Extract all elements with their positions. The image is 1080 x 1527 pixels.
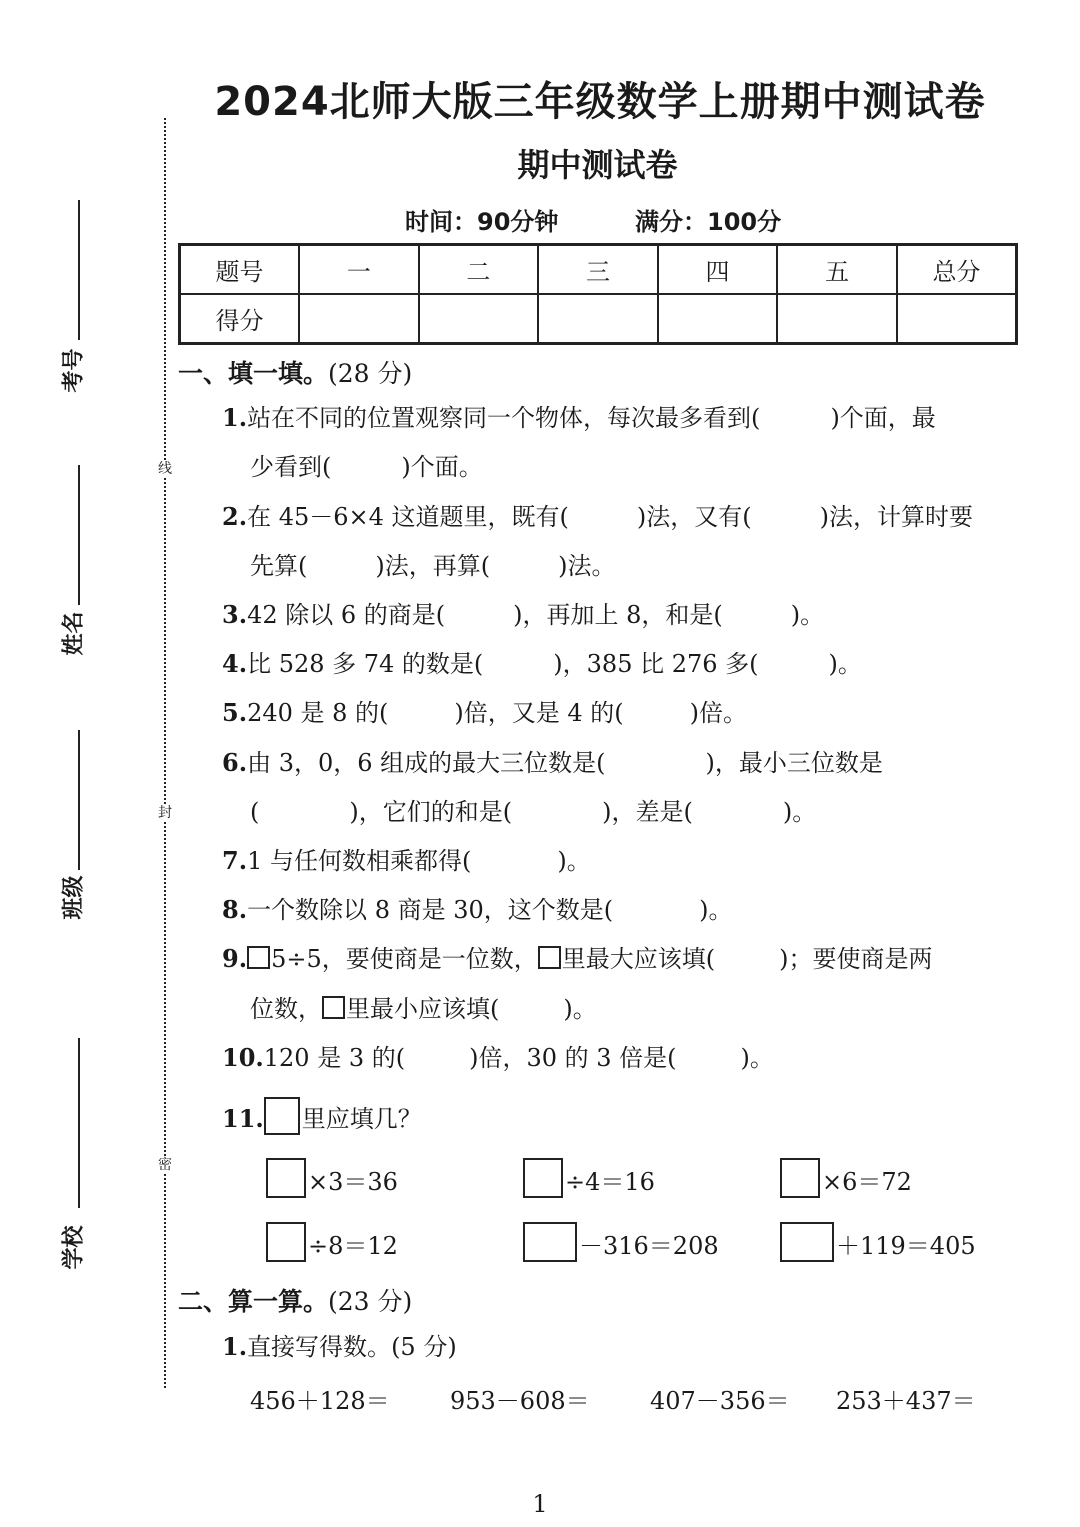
score-table-cell: 一 <box>299 245 419 295</box>
question-9-continued: 位数， 里最小应该填( )。 <box>250 995 597 1023</box>
section2-heading: 二、算一算。(23 分) <box>178 1287 413 1316</box>
question-4: 4.比 528 多 74 的数是( )，385 比 276 多( )。 <box>222 649 862 678</box>
calc-item: 456＋128＝ <box>250 1387 390 1415</box>
exam-time: 时间：90分钟 <box>405 208 559 236</box>
section1-heading: 一、填一填。(28 分) <box>178 359 413 388</box>
equation-item: ÷8＝12 <box>266 1222 398 1262</box>
answer-box[interactable] <box>266 1222 306 1262</box>
score-table-cell: 二 <box>419 245 539 295</box>
score-table-cell: 五 <box>777 245 897 295</box>
question-2-continued: 先算( )法，再算( )法。 <box>250 552 616 580</box>
answer-box[interactable] <box>780 1158 820 1198</box>
section2-subquestion-1: 1.直接写得数。(5 分) <box>222 1332 457 1361</box>
equation-item: ×6＝72 <box>780 1158 912 1198</box>
equation-item: ×3＝36 <box>266 1158 398 1198</box>
answer-box[interactable] <box>266 1158 306 1198</box>
equation-item: ＋119＝405 <box>780 1222 976 1262</box>
score-table-cell: 得分 <box>180 294 300 344</box>
class-label: 班级 <box>61 875 87 920</box>
question-11: 11. 里应填几？ <box>222 1097 422 1135</box>
question-8: 8.一个数除以 8 商是 30，这个数是( )。 <box>222 895 733 924</box>
question-9: 9. 5÷5，要使商是一位数， 里最大应该填( )；要使商是两 <box>222 944 933 973</box>
school-label: 学校 <box>61 1225 87 1270</box>
score-input-cell[interactable] <box>897 294 1017 344</box>
binding-mark-line: 线 <box>158 461 172 477</box>
exam-full-score: 满分：100分 <box>635 208 782 236</box>
name-line <box>78 465 80 605</box>
score-input-cell[interactable] <box>299 294 419 344</box>
score-input-cell[interactable] <box>538 294 658 344</box>
calc-item: 407－356＝ <box>650 1387 790 1415</box>
question-1: 1.站在不同的位置观察同一个物体，每次最多看到( )个面，最 <box>222 403 936 432</box>
page-number: 1 <box>532 1490 548 1518</box>
class-line <box>78 730 80 870</box>
square-icon <box>538 946 561 969</box>
question-2: 2.在 45－6×4 这道题里，既有( )法，又有( )法，计算时要 <box>222 502 973 531</box>
question-6-continued: ( )，它们的和是( )，差是( )。 <box>250 798 817 826</box>
score-table-score-row <box>180 294 1017 344</box>
name-label: 姓名 <box>61 611 87 656</box>
question-5: 5.240 是 8 的( )倍，又是 4 的( )倍。 <box>222 698 748 727</box>
binding-dotted-line <box>164 118 166 1388</box>
score-table-cell: 总分 <box>897 245 1017 295</box>
score-table-header-row <box>180 245 1017 295</box>
score-table-cell: 题号 <box>180 245 300 295</box>
score-table-cell: 四 <box>658 245 778 295</box>
score-input-cell[interactable] <box>419 294 539 344</box>
calc-item: 953－608＝ <box>450 1387 590 1415</box>
binding-mark-seal: 封 <box>158 805 172 821</box>
exam-number-line <box>78 200 80 340</box>
square-icon <box>322 996 345 1019</box>
question-1-continued: 少看到( )个面。 <box>250 453 483 481</box>
answer-box[interactable] <box>523 1222 577 1262</box>
page-subtitle: 期中测试卷 <box>517 146 678 184</box>
score-input-cell[interactable] <box>777 294 897 344</box>
exam-number-label: 考号 <box>61 348 87 393</box>
question-3: 3.42 除以 6 的商是( )，再加上 8，和是( )。 <box>222 600 825 629</box>
score-table-cell: 三 <box>538 245 658 295</box>
score-table <box>178 243 1018 345</box>
score-input-cell[interactable] <box>658 294 778 344</box>
answer-box <box>264 1097 300 1135</box>
school-line <box>78 1038 80 1208</box>
answer-box[interactable] <box>523 1158 563 1198</box>
question-7: 7.1 与任何数相乘都得( )。 <box>222 846 591 875</box>
question-6: 6.由 3，0，6 组成的最大三位数是( )，最小三位数是 <box>222 748 883 777</box>
answer-box[interactable] <box>780 1222 834 1262</box>
equation-item: －316＝208 <box>523 1222 719 1262</box>
binding-mark-secret: 密 <box>158 1157 172 1173</box>
calc-item: 253＋437＝ <box>836 1387 976 1415</box>
question-10: 10.120 是 3 的( )倍，30 的 3 倍是( )。 <box>222 1043 774 1072</box>
page-title: 2024北师大版三年级数学上册期中测试卷 <box>214 79 986 125</box>
square-icon <box>247 946 270 969</box>
equation-item: ÷4＝16 <box>523 1158 655 1198</box>
